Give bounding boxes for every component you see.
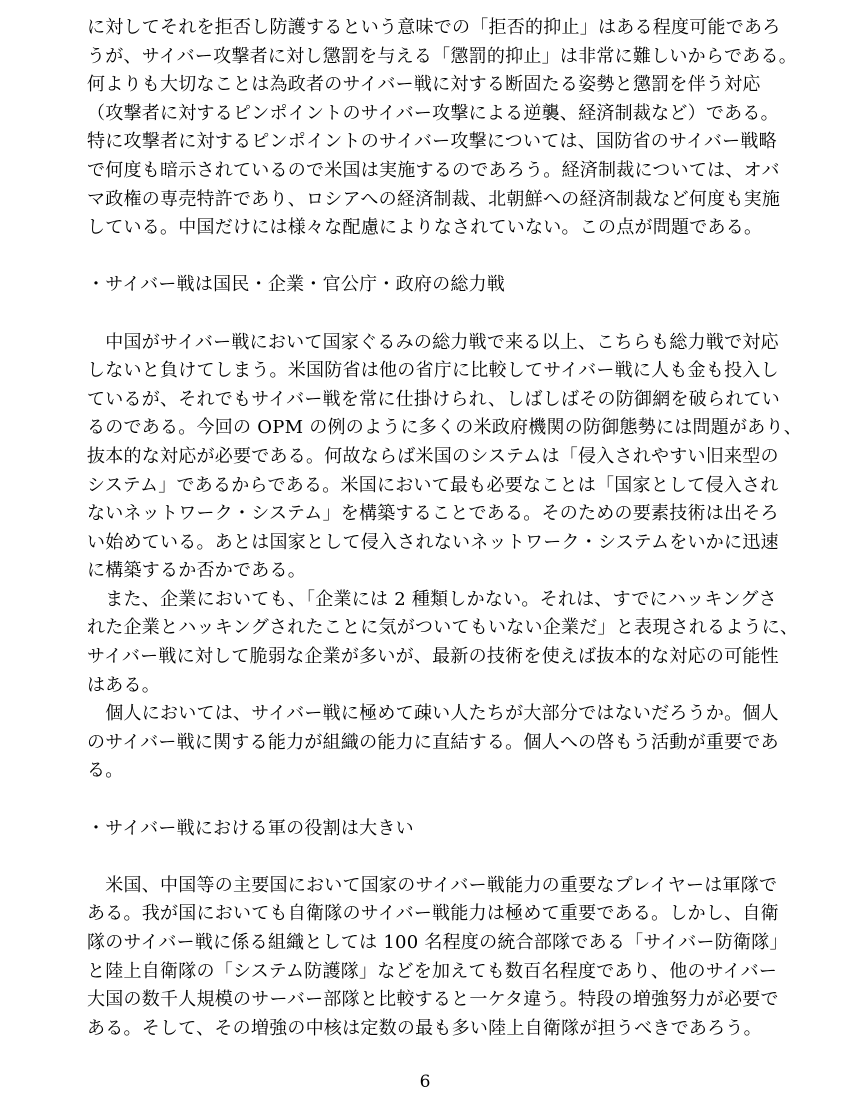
text-line: 特に攻撃者に対するピンポイントのサイバー攻撃については、国防省のサイバー戦略: [87, 131, 777, 153]
document-body: [87, 14, 802, 1043]
section-heading-military-role: ・サイバー戦における軍の役割は大きい: [87, 817, 414, 839]
text-line: るのである。今回の OPM の例のように多くの米政府機関の防御態勢には問題があり、: [87, 417, 802, 439]
section-heading-total-war: ・サイバー戦は国民・企業・官公庁・政府の総力戦: [87, 274, 506, 296]
text-line: ているが、それでもサイバー戦を常に仕掛けられ、しばしばその防御網を破られてい: [87, 388, 780, 410]
text-line: 米国、中国等の主要国において国家のサイバー戦能力の重要なプレイヤーは軍隊で: [87, 874, 778, 896]
text-line: ある。そして、その増強の中核は定数の最も多い陸上自衛隊が担うべきであろう。: [87, 1017, 762, 1039]
blank-line: [87, 843, 777, 872]
text-line: れた企業とハッキングされたことに気がついてもいない企業だ」と表現されるように、: [87, 617, 799, 639]
blank-line: [87, 243, 777, 272]
text-line: に構築するか否かである。: [87, 560, 306, 582]
blank-line: [87, 786, 777, 815]
text-line: マ政権の専売特許であり、ロシアへの経済制裁、北朝鮮への経済制裁など何度も実施: [87, 188, 781, 210]
text-line: 大国の数千人規模のサーバー部隊と比較すると一ケタ違う。特段の増強努力が必要で: [87, 989, 779, 1011]
paragraph-block-3: [87, 872, 788, 1044]
text-line: している。中国だけには様々な配慮によりなされていない。この点が問題である。: [87, 217, 763, 239]
text-line: で何度も暗示されているので米国は実施するのであろう。経済制裁については、オバ: [87, 159, 780, 181]
text-line: 何よりも大切なことは為政者のサイバー戦に対する断固たる姿勢と懲罰を伴う対応: [87, 74, 761, 96]
text-line: る。: [87, 760, 124, 782]
paragraph-block-1: [87, 14, 797, 243]
text-line: （攻撃者に対するピンポイントのサイバー攻撃による逆襲、経済制裁など）である。: [87, 102, 779, 124]
text-line: 抜本的な対応が必要である。何故ならば米国のシステムは「侵入されやすい旧来型の: [87, 445, 779, 467]
text-line: サイバー戦に対して脆弱な企業が多いが、最新の技術を使えば抜本的な対応の可能性: [87, 646, 779, 668]
text-line: システム」であるからである。米国において最も必要なことは「国家として侵入され: [87, 474, 779, 496]
text-line: に対してそれを拒否し防護するという意味での「拒否的抑止」はある程度可能であろ: [87, 17, 781, 38]
text-line: 中国がサイバー戦において国家ぐるみの総力戦で来る以上、こちらも総力戦で対応: [87, 331, 779, 353]
text-line: また、企業においても、「企業には 2 種類しかない。それは、すでにハッキングさ: [87, 588, 777, 610]
text-line: と陸上自衛隊の「システム防護隊」などを加えても数百名程度であり、他のサイバー: [87, 960, 778, 982]
paragraph-block-2: [87, 329, 802, 787]
text-line: しないと負けてしまう。米国防省は他の省庁に比較してサイバー戦に人も金も投入し: [87, 360, 779, 382]
page-number: 6: [419, 1072, 431, 1092]
text-line: ないネットワーク・システム」を構築することである。そのための要素技術は出そろ: [87, 503, 779, 525]
text-line: うが、サイバー攻撃者に対し懲罰を与える「懲罰的抑止」は非常に難しいからである。: [87, 45, 797, 67]
text-line: 個人においては、サイバー戦に極めて疎い人たちが大部分ではないだろうか。個人: [87, 703, 779, 725]
text-line: ある。我が国においても自衛隊のサイバー戦能力は極めて重要である。しかし、自衛: [87, 903, 779, 925]
text-line: 隊のサイバー戦に係る組織としては 100 名程度の統合部隊である「サイバー防衛隊」: [87, 932, 788, 953]
text-line: はある。: [87, 674, 160, 696]
text-line: い始めている。あとは国家として侵入されないネットワーク・システムをいかに迅速: [87, 531, 779, 553]
text-line: のサイバー戦に関する能力が組織の能力に直結する。個人への啓もう活動が重要であ: [87, 731, 779, 753]
blank-line: [87, 300, 777, 329]
